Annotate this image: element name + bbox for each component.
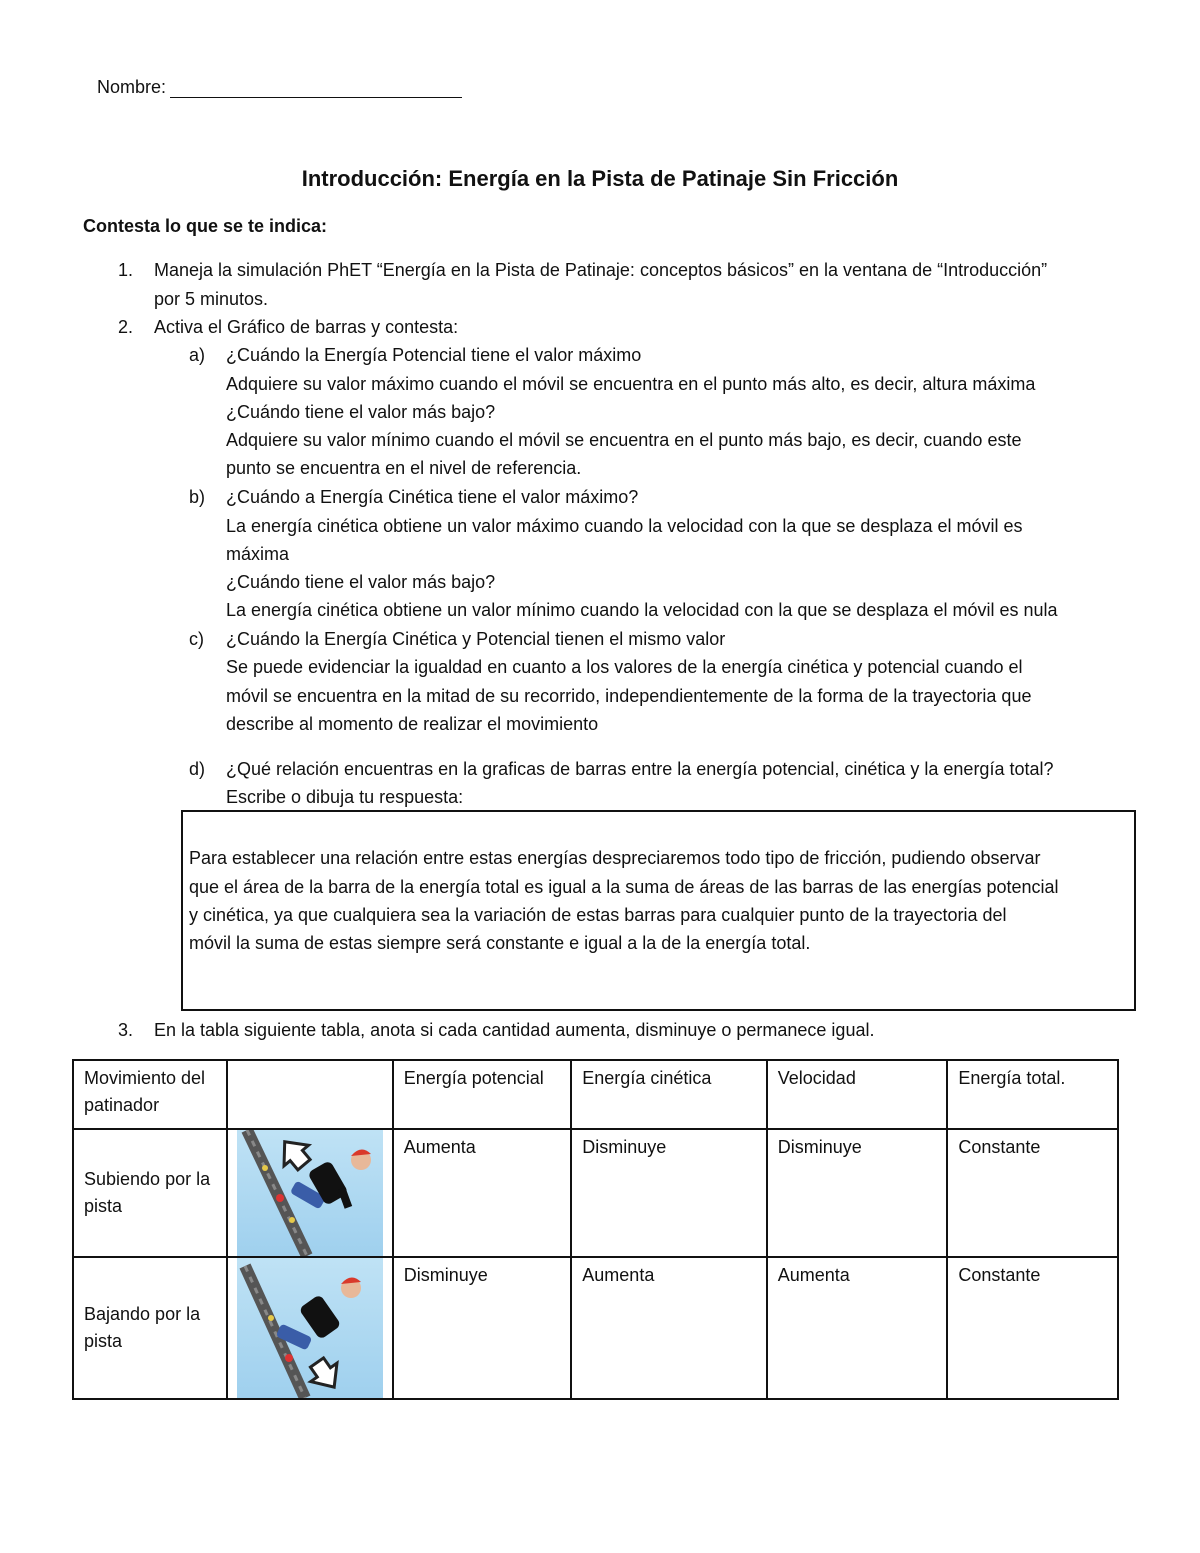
answer-line: móvil la suma de estas siempre será constante e igual a la de la energía total. [189,933,811,953]
answer-box[interactable] [181,810,1136,1011]
q2-text: Activa el Gráfico de barras y contesta: [154,317,459,337]
header-cell [227,1060,393,1129]
q2c-line: ¿Cuándo la Energía Cinética y Potencial tienen el mismo valor [226,629,726,649]
q2c-line: describe al momento de realizar el movimiento [226,714,599,734]
q3-number: 3. [118,1020,134,1040]
skater-going-down-image [237,1258,383,1398]
q2b-line: ¿Cuándo a Energía Cinética tiene el valor máximo? [226,487,639,507]
name-field-row [97,76,462,98]
cell-kinetic: Aumenta [571,1257,766,1399]
cell-total: Constante [947,1129,1118,1257]
table-row [73,1129,1118,1257]
q1-line-1: Maneja la simulación PhET “Energía en la Pista de Patinaje: conceptos básicos” en la ventana de “Introducción” [154,260,1048,280]
instructions: Contesta lo que se te indica: [83,216,328,236]
header-cell: Movimiento del patinador [73,1060,227,1129]
cell-potential: Disminuye [393,1257,572,1399]
q2a-line: ¿Cuándo la Energía Potencial tiene el valor máximo [226,345,642,365]
q2a-letter: a) [189,345,206,365]
answer-line: y cinética, ya que cualquiera sea la variación de estas barras para cualquier punto de la trayectoria del [189,905,1007,925]
skater-up-cell [227,1129,393,1257]
energy-table [72,1059,1119,1400]
q2c-letter: c) [189,629,204,649]
q2d-letter: d) [189,759,206,779]
page-title: Introducción: Energía en la Pista de Patinaje Sin Fricción [301,166,899,191]
answer-line: que el área de la barra de la energía total es igual a la suma de áreas de las barras de las energías potencial [189,877,1059,897]
q2c-line: móvil se encuentra en la mitad de su recorrido, independientemente de la forma de la trayectoria que [226,686,1032,706]
q3-text: En la tabla siguiente tabla, anota si cada cantidad aumenta, disminuye o permanece igual. [154,1020,875,1040]
q2a-line: ¿Cuándo tiene el valor más bajo? [226,402,496,422]
row-label: Subiendo por la pista [73,1129,227,1257]
q1-line-2: por 5 minutos. [154,289,269,309]
q2a-line: Adquiere su valor máximo cuando el móvil se encuentra en el punto más alto, es decir, altura máxima [226,374,1036,394]
cell-velocity: Aumenta [767,1257,948,1399]
header-cell: Energía cinética [571,1060,766,1129]
cell-total: Constante [947,1257,1118,1399]
table-row [73,1257,1118,1399]
q2b-line: máxima [226,544,290,564]
q2b-letter: b) [189,487,206,507]
name-blank-line[interactable] [170,80,462,98]
cell-kinetic: Disminuye [571,1129,766,1257]
q2d-line: Escribe o dibuja tu respuesta: [226,787,464,807]
q2b-line: ¿Cuándo tiene el valor más bajo? [226,572,496,592]
cell-potential: Aumenta [393,1129,572,1257]
q2c-line: Se puede evidenciar la igualdad en cuanto a los valores de la energía cinética y potencial cuando el [226,657,1023,677]
header-cell: Velocidad [767,1060,948,1129]
row-label: Bajando por la pista [73,1257,227,1399]
q2b-line: La energía cinética obtiene un valor máximo cuando la velocidad con la que se desplaza el móvil es [226,516,1023,536]
cell-velocity: Disminuye [767,1129,948,1257]
q2d-line: ¿Qué relación encuentras en la graficas de barras entre la energía potencial, cinética y la energía total? [226,759,1054,779]
header-cell: Energía total. [947,1060,1118,1129]
table-header-row [73,1060,1118,1129]
q2a-line: Adquiere su valor mínimo cuando el móvil se encuentra en el punto más bajo, es decir, cuando este [226,430,1022,450]
q2a-line: punto se encuentra en el nivel de referencia. [226,458,582,478]
header-cell: Energía potencial [393,1060,572,1129]
q1-number: 1. [118,260,134,280]
name-label: Nombre: [97,77,167,97]
q2b-line: La energía cinética obtiene un valor mínimo cuando la velocidad con la que se desplaza el móvil es nula [226,600,1058,620]
skater-going-up-image [237,1130,383,1256]
q2-number: 2. [118,317,134,337]
skater-down-cell [227,1257,393,1399]
answer-line: Para establecer una relación entre estas energías despreciaremos todo tipo de fricción, pudiendo observar [189,848,1041,868]
